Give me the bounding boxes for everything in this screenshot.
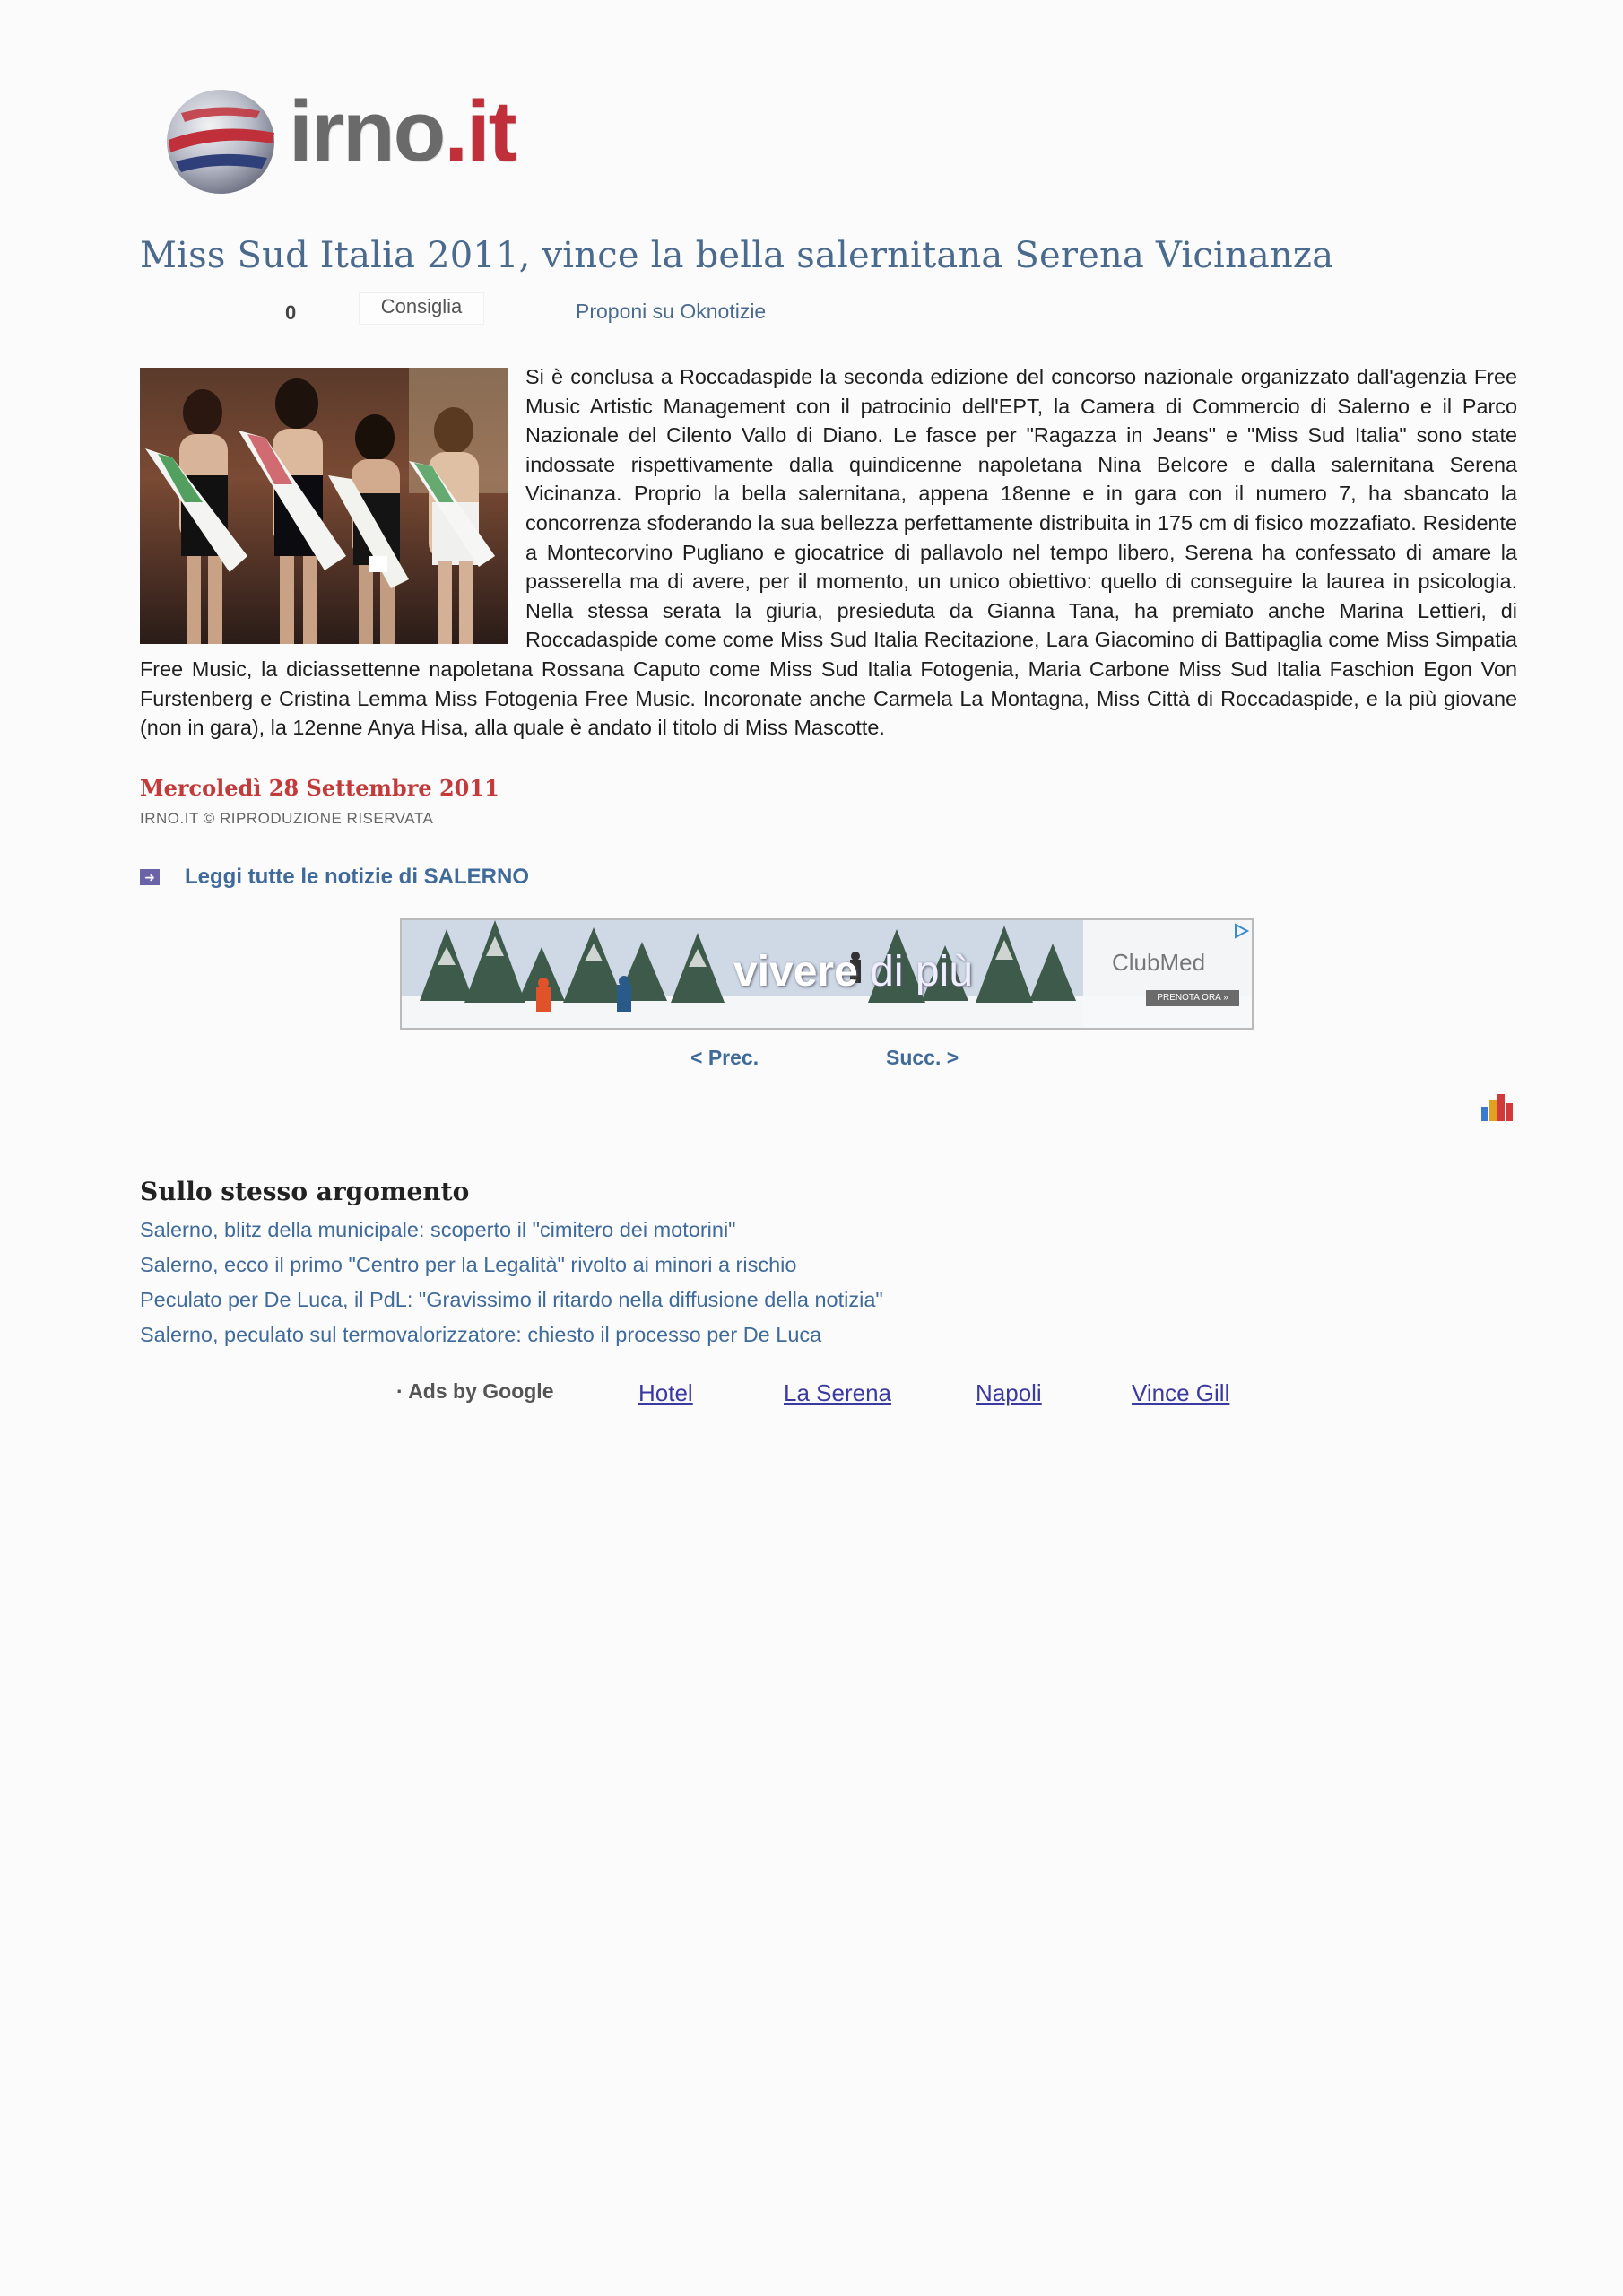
article-body: [140, 362, 1517, 743]
article-text: Si è conclusa a Roccadaspide la seconda edizione del concorso nazionale organizzato dall'agenzia Free Music Artistic Management con il patrocinio dell'EPT, la Camera di Commercio di Salerno e il Parco Nazionale del Cilento Vallo di Diano. Le fasce per "Ragazza in Jeans" e "Miss Sud Italia" sono state indossate rispettivamente dalla quindicenne napoletana Nina Belcore e dalla salernitana Serena Vicinanza. Proprio la bella salernitana, appena 18enne e in gara con il numero 7, ha sbancato la concorrenza sfoderando la sua bellezza perfettamente distribuita in 175 cm di fisico mozzafiato. Residente a Montecorvino Pugliano e giocatrice di pallavolo nel tempo libero, Serena ha confessato di amare la passerella ma di avere, per il momento, un unico obiettivo: quello di conseguire la laurea in psicologia. Nella stessa serata la giuria, presieduta da Gianna Tana, ha premiato anche Marina Lettieri, di Roccadaspide come come Miss Sud Italia Recitazione, Lara Giacomino di Battipaglia come Miss Simpatia Free Music, la diciassettenne napoletana Rossana Caputo come Miss Sud Italia Fotogenia, Maria Carbone Miss Sud Italia Faschion Egon Von Furstenberg e Cristina Lemma Miss Fotogenia Free Music. Incoronate anche Carmela La Montagna, Miss Città di Roccadaspide, e la più giovane (non in gara), la 12enne Anya Hisa, alla quale è andato il titolo di Miss Mascotte.: [140, 365, 1517, 740]
ad-brand: ClubMed: [1112, 949, 1206, 976]
related-link[interactable]: Peculato per De Luca, il PdL: "Gravissimo il ritardo nella diffusione della notizia": [140, 1288, 883, 1311]
oknotizie-link[interactable]: Proponi su Oknotizie: [576, 300, 767, 323]
publication-date: Mercoledì 28 Settembre 2011: [140, 775, 499, 801]
ad-link-hotel[interactable]: Hotel: [638, 1379, 693, 1406]
share-count: 0: [285, 301, 297, 324]
arrow-right-icon: ➜: [140, 869, 160, 885]
related-link[interactable]: Salerno, peculato sul termovalorizzatore: chiesto il processo per De Luca: [140, 1323, 822, 1346]
ad-cta-button[interactable]: PRENOTA ORA »: [1146, 990, 1239, 1006]
prev-article-link[interactable]: < Prec.: [690, 1046, 759, 1069]
adchoices-icon[interactable]: [1232, 922, 1250, 940]
site-logo[interactable]: [163, 79, 540, 196]
consiglia-button[interactable]: Consiglia: [359, 292, 484, 325]
globe-logo-icon: [163, 86, 283, 196]
related-list: [140, 1213, 883, 1352]
ad-headline: vivere di più: [733, 948, 973, 996]
stats-bar-icon[interactable]: [1480, 1091, 1515, 1123]
related-link[interactable]: Salerno, blitz della municipale: scoperto il "cimitero dei motorini": [140, 1218, 736, 1241]
ad-link-vince-gill[interactable]: Vince Gill: [1132, 1379, 1230, 1406]
ad-banner[interactable]: [400, 918, 1254, 1030]
related-heading: Sullo stesso argomento: [140, 1177, 470, 1206]
photo-wrap-spacer: [140, 362, 525, 648]
related-link[interactable]: Salerno, ecco il primo "Centro per la Legalità" rivolto ai minori a rischio: [140, 1253, 797, 1276]
ad-link-napoli[interactable]: Napoli: [976, 1379, 1042, 1406]
logo-wordmark: irno.it: [289, 83, 516, 179]
ad-link-la-serena[interactable]: La Serena: [784, 1379, 891, 1406]
next-article-link[interactable]: Succ. >: [886, 1046, 959, 1069]
copyright-notice: IRNO.IT © RIPRODUZIONE RISERVATA: [140, 810, 434, 827]
article-headline: Miss Sud Italia 2011, vince la bella salernitana Serena Vicinanza: [140, 235, 1334, 276]
read-all-link[interactable]: [140, 865, 529, 890]
read-all-label: Leggi tutte le notizie di SALERNO: [185, 865, 529, 889]
ads-by-google-label[interactable]: · Ads by Google: [396, 1379, 554, 1403]
